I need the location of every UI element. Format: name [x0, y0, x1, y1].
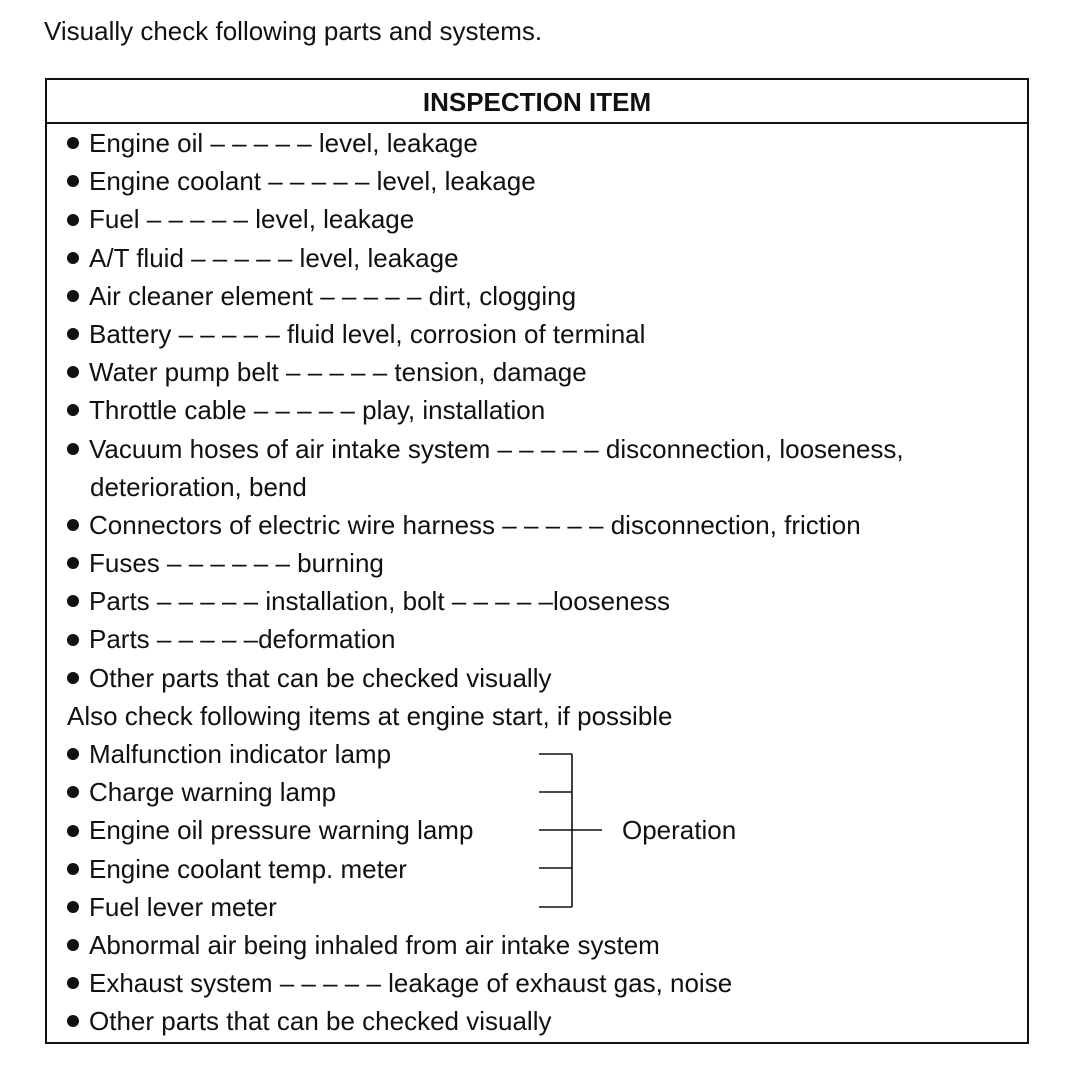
bullet-icon — [67, 328, 79, 340]
list-item: Fuses – – – – – – burning — [47, 544, 1027, 582]
engine-start-group — [47, 735, 1027, 926]
bullet-icon — [67, 137, 79, 149]
bullet-icon — [67, 214, 79, 226]
bullet-icon — [67, 175, 79, 187]
bullet-icon — [67, 595, 79, 607]
list-item: Engine coolant – – – – – level, leakage — [47, 162, 1027, 200]
bullet-icon — [67, 939, 79, 951]
list-item: Battery – – – – – fluid level, corrosion of terminal — [47, 315, 1027, 353]
bullet-icon — [67, 672, 79, 684]
bullet-icon — [67, 977, 79, 989]
list-item: Charge warning lamp — [47, 773, 1027, 811]
bullet-icon — [67, 557, 79, 569]
list-item: Abnormal air being inhaled from air intake system — [47, 926, 1027, 964]
bullet-icon — [67, 290, 79, 302]
engine-start-note: Also check following items at engine start, if possible — [67, 700, 673, 731]
list-item: Engine oil pressure warning lamp — [47, 811, 1027, 849]
list-item: Connectors of electric wire harness – – – – – disconnection, friction — [47, 506, 1027, 544]
bullet-icon — [67, 252, 79, 264]
list-item: Other parts that can be checked visually — [47, 659, 1027, 697]
list-item: Parts – – – – –deformation — [47, 620, 1027, 658]
bullet-icon — [67, 366, 79, 378]
inspection-list — [47, 124, 1027, 1041]
intro-text: Visually check following parts and systems. — [44, 16, 543, 46]
list-item: Engine coolant temp. meter — [47, 850, 1027, 888]
operation-label: Operation — [622, 815, 737, 845]
list-item: Water pump belt – – – – – tension, damage — [47, 353, 1027, 391]
bullet-icon — [67, 519, 79, 531]
table-header: INSPECTION ITEM — [47, 80, 1027, 124]
list-item: A/T fluid – – – – – level, leakage — [47, 239, 1027, 277]
list-item-continuation: deterioration, bend — [90, 471, 307, 502]
list-item: Other parts that can be checked visually — [47, 1002, 1027, 1040]
list-item: Fuel lever meter — [47, 888, 1027, 926]
list-item: Fuel – – – – – level, leakage — [47, 200, 1027, 238]
bullet-icon — [67, 634, 79, 646]
list-item: Exhaust system – – – – – leakage of exhaust gas, noise — [47, 964, 1027, 1002]
list-item: Engine oil – – – – – level, leakage — [47, 124, 1027, 162]
list-item: Parts – – – – – installation, bolt – – – – –looseness — [47, 582, 1027, 620]
list-item: Vacuum hoses of air intake system – – – – – disconnection, looseness, — [47, 430, 1027, 468]
list-item: Throttle cable – – – – – play, installation — [47, 391, 1027, 429]
operation-bracket — [47, 735, 1031, 926]
bullet-icon — [67, 1015, 79, 1027]
list-item: Malfunction indicator lamp — [47, 735, 1027, 773]
bullet-icon — [67, 443, 79, 455]
list-item: Air cleaner element – – – – – dirt, clogging — [47, 277, 1027, 315]
inspection-table — [45, 78, 1029, 1044]
bullet-icon — [67, 404, 79, 416]
